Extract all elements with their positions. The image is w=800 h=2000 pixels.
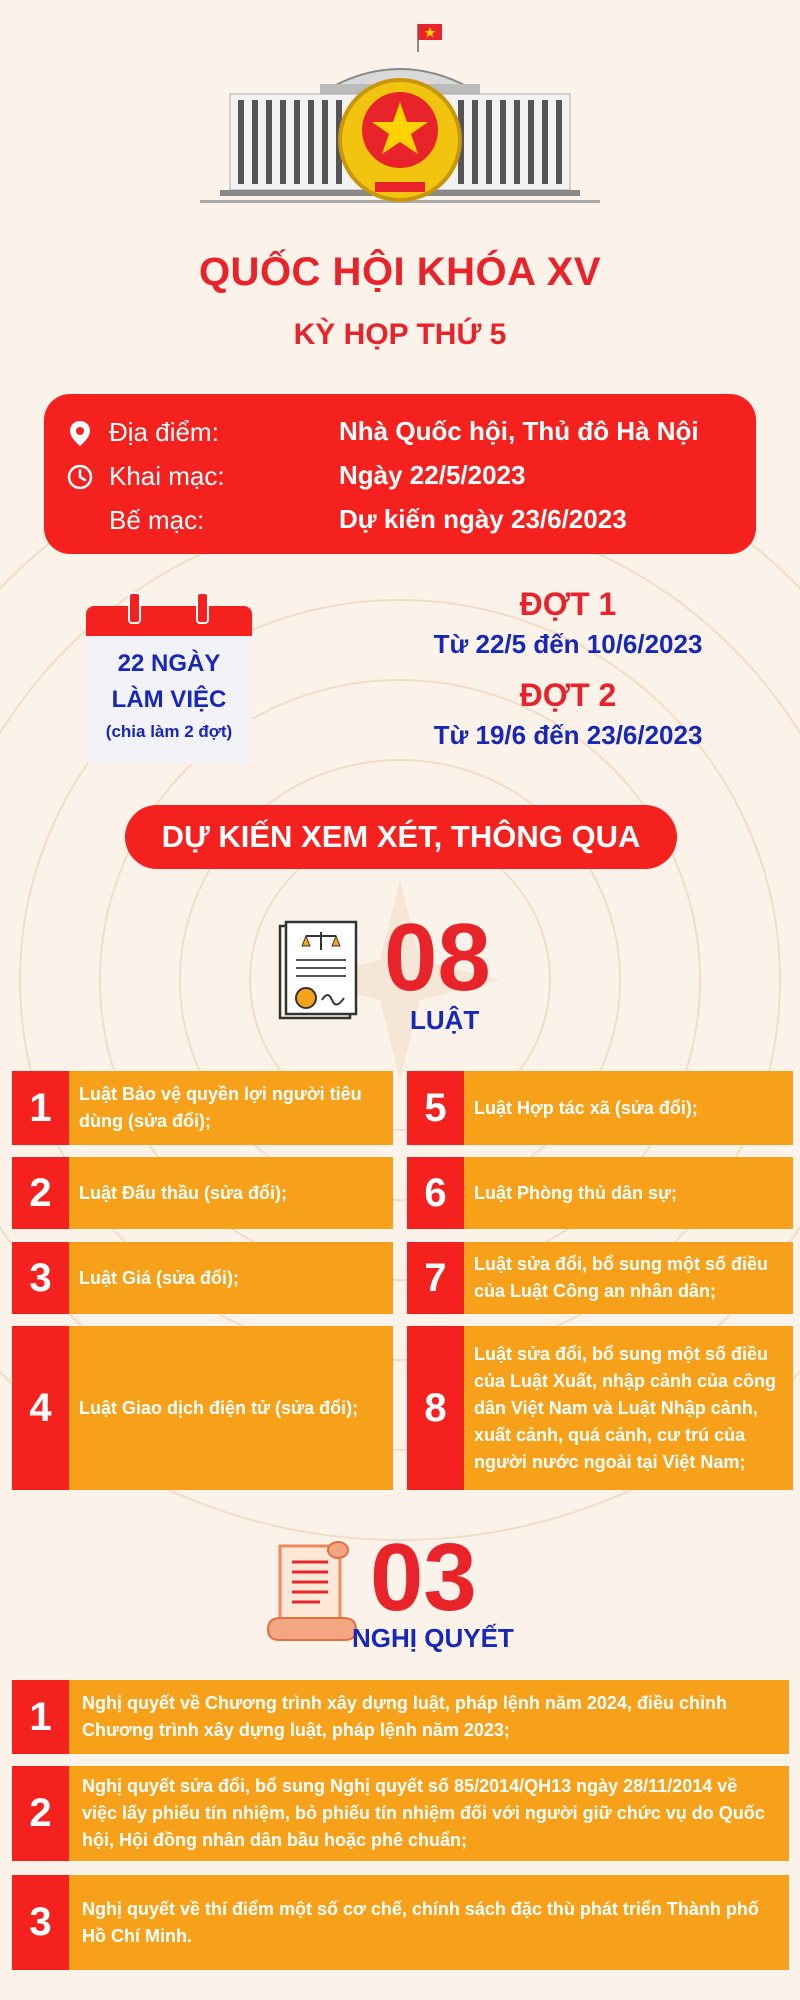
item-number: 6 — [407, 1157, 464, 1229]
list-item — [12, 1242, 393, 1314]
item-number: 1 — [12, 1071, 69, 1145]
item-number: 5 — [407, 1071, 464, 1145]
info-row-location — [44, 413, 756, 453]
session-info-box — [44, 394, 756, 554]
resolution-label: NGHỊ QUYẾT — [352, 1623, 514, 1653]
phase-title: ĐỢT 1 — [519, 586, 617, 622]
info-label: Địa điểm: — [109, 417, 219, 447]
calendar-ring — [196, 592, 209, 624]
item-text: Luật sửa đổi, bổ sung một số điều của Luật Xuất, nhập cảnh của công dân Việt Nam và Luật Nhập cảnh, xuất cảnh, quá cảnh, cư trú của người nước ngoài tại Việt Nam; — [474, 1343, 777, 1472]
phase-range: Từ 22/5 đến 10/6/2023 — [433, 629, 703, 659]
item-number: 3 — [12, 1242, 69, 1314]
item-number: 3 — [12, 1875, 69, 1970]
working-days: 22 NGÀY — [117, 650, 221, 677]
location-pin-icon — [66, 419, 94, 447]
calendar-icon — [86, 592, 252, 764]
info-value: Ngày 22/5/2023 — [339, 460, 526, 490]
item-text: Luật Bảo vệ quyền lợi người tiêu dùng (sửa đổi); — [79, 1084, 362, 1131]
item-text: Luật Giao dịch điện tử (sửa đổi); — [79, 1397, 359, 1418]
info-label: Bế mạc: — [109, 505, 205, 535]
item-text: Nghị quyết sửa đổi, bổ sung Nghị quyết số 85/2014/QH13 ngày 28/11/2014 về việc lấy phiếu tín nhiệm, bỏ phiếu tín nhiệm đối với người giữ chức vụ do Quốc hội, Hội đồng nhân dân bầu hoặc phê chuẩn; — [82, 1776, 765, 1850]
info-row-closing — [44, 501, 756, 541]
item-text: Luật sửa đổi, bổ sung một số điều của Luật Công an nhân dân; — [474, 1254, 769, 1301]
item-number: 2 — [12, 1766, 69, 1861]
info-value: Dự kiến ngày 23/6/2023 — [339, 504, 627, 534]
item-text: Nghị quyết về thí điểm một số cơ chế, chính sách đặc thù phát triển Thành phố Hồ Chí Minh. — [82, 1898, 759, 1946]
info-label: Khai mạc: — [109, 461, 225, 491]
list-item — [407, 1326, 793, 1490]
item-text: Nghị quyết về Chương trình xây dựng luật, pháp lệnh năm 2024, điều chỉnh Chương trình xây dựng luật, pháp lệnh năm 2023; — [82, 1693, 727, 1740]
national-emblem-icon — [160, 10, 640, 225]
info-row-opening — [44, 457, 756, 497]
info-value: Nhà Quốc hội, Thủ đô Hà Nội — [339, 416, 699, 446]
legal-document-icon — [276, 920, 360, 1024]
list-item — [12, 1766, 789, 1861]
item-number: 7 — [407, 1242, 464, 1314]
working-days-label: LÀM VIỆC — [111, 686, 227, 713]
page-subtitle: KỲ HỌP THỨ 5 — [293, 318, 507, 351]
phase-2 — [398, 677, 738, 751]
item-number: 8 — [407, 1326, 464, 1490]
item-text: Luật Đấu thầu (sửa đổi); — [79, 1182, 288, 1203]
law-count: 08 — [384, 904, 491, 1011]
item-text: Luật Giá (sửa đổi); — [79, 1267, 240, 1288]
list-item — [12, 1157, 393, 1229]
clock-icon — [66, 463, 94, 491]
law-label: LUẬT — [410, 1005, 480, 1035]
calendar-body — [86, 636, 252, 764]
list-item — [407, 1157, 793, 1229]
phase-range: Từ 19/6 đến 23/6/2023 — [433, 720, 703, 750]
list-item — [12, 1680, 789, 1754]
phases-note: (chia làm 2 đợt) — [105, 722, 233, 741]
list-item — [12, 1875, 789, 1970]
calendar-ring — [128, 592, 141, 624]
list-item — [12, 1071, 393, 1145]
phase-title: ĐỢT 2 — [519, 677, 617, 713]
resolution-count: 03 — [370, 1524, 477, 1631]
list-item — [12, 1326, 393, 1490]
list-item — [407, 1071, 793, 1145]
item-text: Luật Hợp tác xã (sửa đổi); — [474, 1097, 698, 1118]
scroll-icon — [260, 1538, 360, 1646]
item-text: Luật Phòng thủ dân sự; — [474, 1182, 678, 1203]
page-title: QUỐC HỘI KHÓA XV — [198, 250, 602, 294]
phase-1 — [398, 586, 738, 660]
item-number: 4 — [12, 1326, 69, 1490]
item-number: 1 — [12, 1680, 69, 1754]
section-title: DỰ KIẾN XEM XÉT, THÔNG QUA — [125, 805, 677, 869]
list-item — [407, 1242, 793, 1314]
calendar-header — [86, 606, 252, 636]
item-number: 2 — [12, 1157, 69, 1229]
